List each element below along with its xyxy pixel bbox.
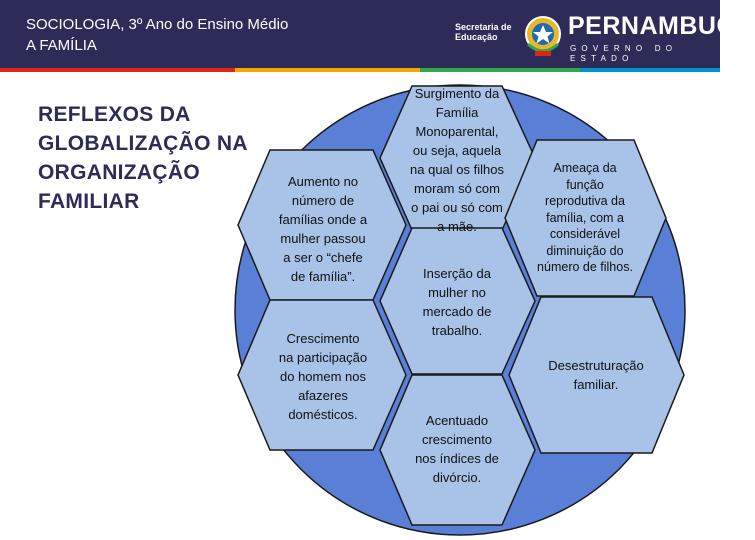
text-line: mulher no: [428, 285, 486, 300]
text-line: a mãe.: [437, 219, 477, 234]
text-line: nos índices de: [415, 451, 499, 466]
text-line: Desestruturação: [548, 358, 644, 373]
text-line: considerável: [549, 227, 621, 241]
text-line: a ser o “chefe: [283, 250, 363, 265]
text-line: número de: [291, 193, 355, 208]
text-line: mulher passou: [280, 231, 366, 246]
text-line: Acentuado: [425, 413, 489, 428]
hexagon-lower-left-text: [258, 329, 388, 424]
text-line: trabalho.: [431, 323, 483, 338]
text-line: família, com a: [546, 210, 624, 225]
text-line: afazeres: [298, 388, 348, 403]
text-line: Família: [435, 105, 479, 120]
text-line: domésticos.: [288, 407, 358, 422]
text-line: Aumento no: [287, 174, 359, 189]
text-line: ou seja, aquela: [412, 143, 502, 158]
brand-name: PERNAMBUCO: [568, 12, 755, 40]
text-line: mercado de: [422, 304, 492, 319]
hexagon-lower-right-text: [526, 356, 666, 394]
hexagon-upper-left-text: [258, 172, 388, 286]
text-line: de família”.: [290, 269, 356, 284]
text-line: reprodutiva da: [545, 194, 625, 208]
text-line: crescimento: [421, 432, 493, 447]
hexagon-top-text: [396, 84, 518, 236]
hexagon-bottom-text: [396, 411, 518, 487]
text-line: número de filhos.: [537, 260, 633, 274]
hexagon-center-text: [396, 264, 518, 340]
text-line: Monoparental,: [415, 124, 499, 139]
text-line: na qual os filhos: [410, 162, 504, 177]
text-line: Surgimento da: [414, 86, 500, 101]
text-line: moram só com: [414, 181, 500, 196]
text-line: do homem nos: [280, 369, 366, 384]
text-line: Inserção da: [423, 266, 491, 281]
text-line: na participação: [278, 350, 368, 365]
secretaria-line-2: Educação: [455, 32, 498, 42]
main-title-line-4: FAMILIAR: [38, 190, 140, 213]
topic-title: A FAMÍLIA: [26, 37, 97, 54]
main-title-line-2: GLOBALIZAÇÃO NA: [38, 132, 248, 155]
main-title-line-1: REFLEXOS DA: [38, 103, 191, 126]
secretaria-line-1: Secretaria de: [455, 22, 512, 32]
hexagon-upper-right-text: [520, 160, 650, 276]
text-line: famílias onde a: [278, 212, 368, 227]
text-line: Crescimento: [286, 331, 360, 346]
brand-subtitle: GOVERNO DO ESTADO: [570, 44, 678, 63]
text-line: diminuição do: [546, 243, 624, 258]
text-line: Ameaça da: [553, 161, 617, 175]
text-line: função: [566, 177, 604, 192]
main-title-line-3: ORGANIZAÇÃO: [38, 161, 200, 184]
text-line: familiar.: [573, 377, 619, 392]
course-title: SOCIOLOGIA, 3º Ano do Ensino Médio: [26, 16, 289, 33]
text-line: divórcio.: [432, 470, 482, 485]
text-line: o pai ou só com: [411, 200, 503, 215]
